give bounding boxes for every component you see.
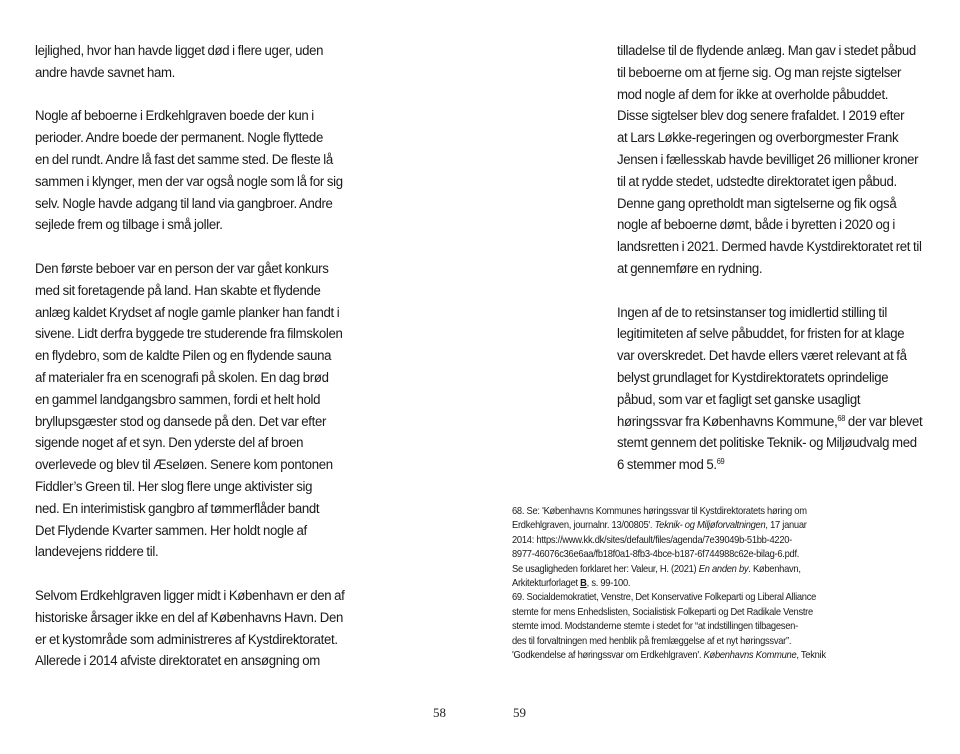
page-number-left: 58: [433, 705, 446, 720]
footnote-url[interactable]: 2014: https://www.kk.dk/sites/default/files/agenda/7e39049b-51bb-4220-: [512, 534, 793, 546]
footnote-line: [512, 577, 827, 591]
footnote-line: 68. Se: 'Københavns Kommunes høringssvar til Kystdirektoratets høring om: [512, 506, 807, 517]
footnote-text: Se usagligheden forklaret her: Valeur, H. (2021): [512, 563, 699, 575]
paragraph: tilladelse til de flydende anlæg. Man gav i stedet påbud til beboerne om at fjerne sig. Og man rejste sigtelser mod nogle af dem for ikke at overholde påbuddet. Disse sigtelser blev dog senere frafaldet. I 2019 efter at Lars Løkke-regeringen og overborgmester Frank Jensen i fællesskab havde bevilliget 26 millioner kroner til at rydde stedet, udstedte direktoratet igen påbud. Denne gang opretholdt man sigtelserne og fik også nogle af beboerne dømt, både i byretten i 2020 og i landsretten i 2021. Dermed havde Kystdirektoratet ret til at gennemføre en rydning.: [617, 43, 922, 277]
footnote-line: [512, 563, 827, 577]
paragraph: Selvom Erdkehlgraven ligger midt i København er den af historiske årsager ikke en del af Københavns Havn. Den er et kystområde som administreres af Kystdirektoratet. Allerede i 2014 afviste direktoratet en ansøgning om: [35, 587, 345, 670]
paragraph: Nogle af beboerne i Erdkehlgraven boede der kun i perioder. Andre boede der permanent. Nogle flyttede en del rundt. Andre lå fast det samme sted. De fleste lå sammen i klynger, men der var også nogle som lå for sig selv. Nogle havde adgang til land via gangbroer. Andre sejlede frem og tilbage i små joller.: [35, 108, 343, 234]
footnote-line: 69. Socialdemokratiet, Venstre, Det Konservative Folkeparti og Liberal Alliance: [512, 592, 817, 604]
right-page: [480, 0, 960, 754]
paragraph-text: Ingen af de to retsinstanser tog imidlertid stilling til legitimiteten af selve påbuddet, for fristen for at klage var overskredet. Det havde ellers været relevant at få belyst grundlaget for Kystdirektoratets oprindelige påbud, som var et fagligt set ganske usagligt høringssvar fra Københavns Kommune,: [617, 304, 907, 430]
paragraph-text: der var blevet stemt gennem det politiske Teknik- og Miljøudvalg med 6 stemmer mod 5.: [617, 413, 923, 474]
footnote-text: Arkitekturforlaget: [512, 578, 581, 590]
footnote-italic: En anden by: [698, 563, 749, 575]
footnote-line: stemte for mens Enhedslisten, Socialistisk Folkeparti og Det Radikale Venstre: [512, 606, 813, 618]
paragraph: lejlighed, hvor han havde ligget død i flere uger, uden andre havde savnet ham.: [35, 43, 324, 81]
footnote-line: des til forvaltningen med henblik på fremlæggelse af et nyt høringssvar”.: [512, 635, 792, 647]
footnote-text: , Teknik: [796, 650, 826, 662]
footnote-text: Erdkehlgraven, journalnr. 13/00805'.: [512, 520, 655, 532]
footnote-ref-69[interactable]: 69: [716, 457, 725, 467]
paragraph: Den første beboer var en person der var gået konkurs med sit foretagende på land. Han skabte et flydende anlæg kaldet Krydset af nogle gamle planker han fandt i sivene. Lidt derfra byggede tre studerende fra filmskolen en flydebro, som de kaldte Pilen og en flydende sauna af materialer fra en scenografi på skolen. En dag brød en gammel landgangsbro sammen, fordi et helt hold bryllupsgæster stod og dansede på den. Det var efter sigende noget af et syn. Den yderste del af broen overlevede og blev til Æseløen. Senere kom pontonen Fiddler’s Green til. Her slog flere unge aktivister sig ned. En interimistisk gangbro af tømmerflåder bandt Det Flydende Kvarter sammen. Her holdt nogle af landevejens riddere til.: [35, 260, 343, 561]
footnote-line: [512, 519, 827, 533]
footnote-url[interactable]: 8977-46076c36e6aa/fb18f0a1-8fb3-4bce-b187-6f744988c62e-bilag-6.pdf.: [512, 549, 800, 561]
footnote-text: . København,: [748, 563, 801, 575]
footnote-italic: Teknik- og Miljøforvaltningen: [654, 520, 766, 532]
right-page-body: [617, 41, 933, 477]
left-page-body: [35, 41, 351, 673]
footnote-ref-68[interactable]: 68: [837, 413, 846, 423]
footnote-italic: Københavns Kommune: [703, 650, 797, 662]
page-number-right: 59: [513, 705, 526, 720]
footnotes: [512, 505, 827, 663]
footnote-text: 'Godkendelse af høringssvar om Erdkehlgraven'.: [512, 650, 704, 662]
footnote-line: stemte imod. Modstanderne stemte i stedet for “at indstillingen tilbagesen-: [512, 621, 798, 633]
footnote-text: , s. 99-100.: [586, 578, 631, 590]
publisher-mark: B: [580, 578, 587, 590]
paragraph: [617, 303, 933, 477]
footnote-line: [512, 649, 827, 663]
footnote-text: , 17 januar: [765, 520, 807, 532]
